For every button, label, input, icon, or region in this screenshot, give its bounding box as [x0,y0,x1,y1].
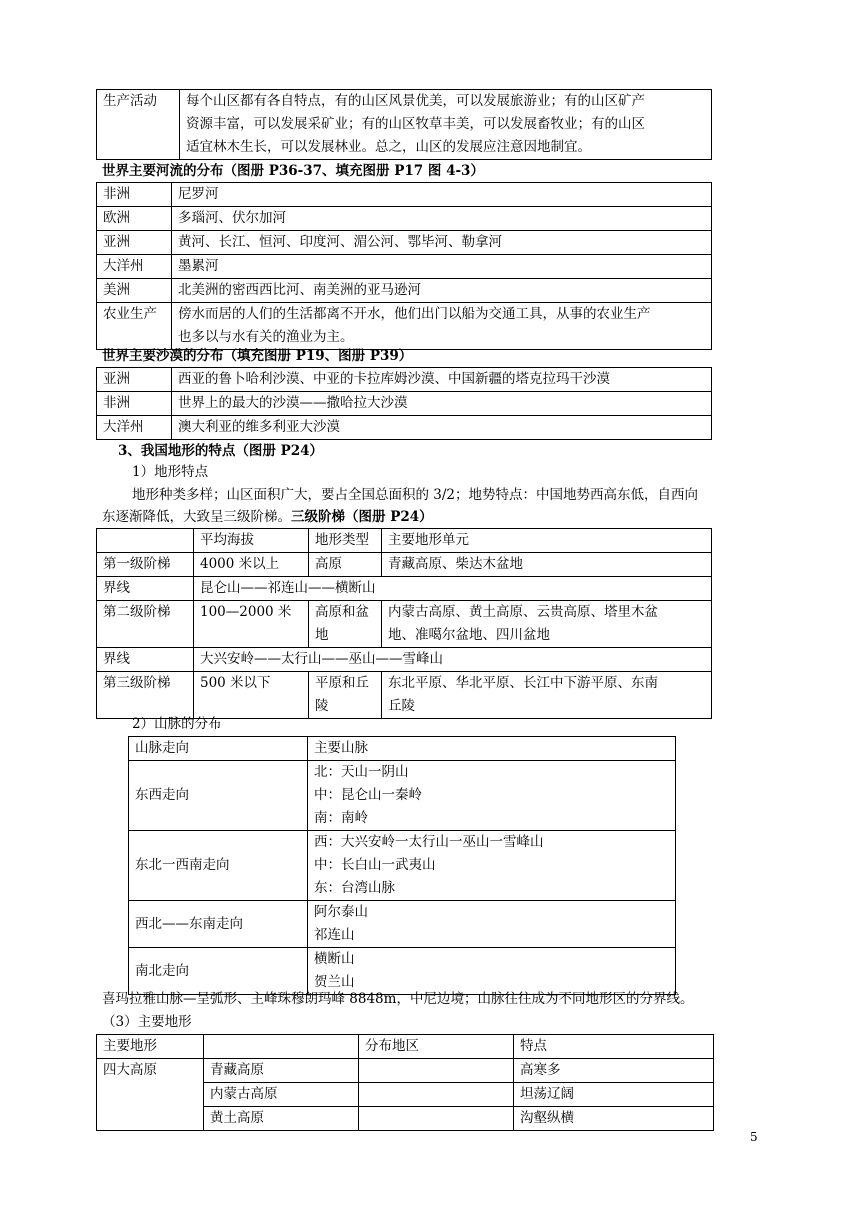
table-row: 非洲 世界上的最大的沙漠——撒哈拉大沙漠 [97,392,712,416]
table-row: 农业生产 傍水而居的人们的生活都离不开水，他们出门以船为交通工具，从事的农业生产 也多以与水有关的渔业为主。 [97,303,712,350]
mountains-note: 喜玛拉雅山脉—呈弧形、主峰珠穆朗玛峰 8848m，中尼边境；山脉往往成为不同地形区的分界线。 [102,991,694,1007]
table-row: 大洋州 澳大利亚的维多利亚大沙漠 [97,416,712,440]
table-row: 第二级阶梯 100—2000 米 高原和盆 地 内蒙古高原、黄土高原、云贵高原、塔里木盆 地、准噶尔盆地、四川盆地 [97,601,712,648]
table-row: 第三级阶梯 500 米以下 平原和丘 陵 东北平原、华北平原、长江中下游平原、东南 丘陵 [97,672,712,719]
section3-para-line2: 东逐渐降低，大致呈三级阶梯。三级阶梯（图册 P24） [102,509,433,525]
table-row: 非洲 尼罗河 [97,183,712,207]
rivers-table [96,182,712,350]
table-row: 山脉走向 主要山脉 [129,737,676,761]
table-row: 东北一西南走向 西：大兴安岭一太行山一巫山一雪峰山 中：长白山一武夷山 东：台湾山脉 [129,831,676,901]
section3-heading: 3、我国地形的特点（图册 P24） [118,443,324,459]
table-row: 美洲 北美洲的密西西比河、南美洲的亚马逊河 [97,279,712,303]
table-row: 东西走向 北：天山一阴山 中：昆仑山一秦岭 南：南岭 [129,761,676,831]
landforms-table [96,1034,714,1131]
table-row: 欧洲 多瑙河、伏尔加河 [97,207,712,231]
table-row: 黄土高原 沟壑纵横 [97,1107,714,1131]
table-row: 内蒙古高原 坦荡辽阔 [97,1083,714,1107]
steps-table [96,528,712,719]
table-row: 亚洲 黄河、长江、恒河、印度河、湄公河、鄂毕河、勒拿河 [97,231,712,255]
page-number: 5 [750,1130,758,1144]
production-label: 生产活动 [97,90,180,160]
table-row: 南北走向 横断山 贺兰山 [129,948,676,995]
table-row: 四大高原 青藏高原 高寒多 [97,1059,714,1083]
deserts-table [96,367,712,440]
table-row: 界线 大兴安岭——太行山——巫山——雪峰山 [97,648,712,672]
mountains-table [128,736,676,995]
production-table [96,89,712,160]
mountains-sub2: 2）山脉的分布 [132,716,222,732]
table-row: 界线 昆仑山——祁连山——横断山 [97,577,712,601]
rivers-heading: 世界主要河流的分布（图册 P36-37、填充图册 P17 图 4-3） [102,163,484,179]
section3-sub1: 1）地形特点 [132,464,209,480]
deserts-heading: 世界主要沙漠的分布（填充图册 P19、图册 P39） [102,348,413,364]
table-row: 第一级阶梯 4000 米以上 高原 青藏高原、柴达木盆地 [97,553,712,577]
section3-para-line1: 地形种类多样；山区面积广大，要占全国总面积的 3/2；地势特点：中国地势西高东低，自西向 [132,487,699,503]
table-row: 平均海拔 地形类型 主要地形单元 [97,529,712,553]
landforms-sub3: （3）主要地形 [102,1014,192,1030]
table-row: 主要地形 分布地区 特点 [97,1035,714,1059]
table-row: 西北——东南走向 阿尔泰山 祁连山 [129,901,676,948]
production-text: 每个山区都有各自特点，有的山区风景优美，可以发展旅游业；有的山区矿产 资源丰富，可以发展采矿业；有的山区牧草丰美，可以发展畜牧业；有的山区 适宜林木生长，可以发展林业。总之，山区的发展应注意因地制宜。 [180,90,712,160]
table-row: 亚洲 西亚的鲁卜哈利沙漠、中亚的卡拉库姆沙漠、中国新疆的塔克拉玛干沙漠 [97,368,712,392]
table-row: 大洋州 墨累河 [97,255,712,279]
